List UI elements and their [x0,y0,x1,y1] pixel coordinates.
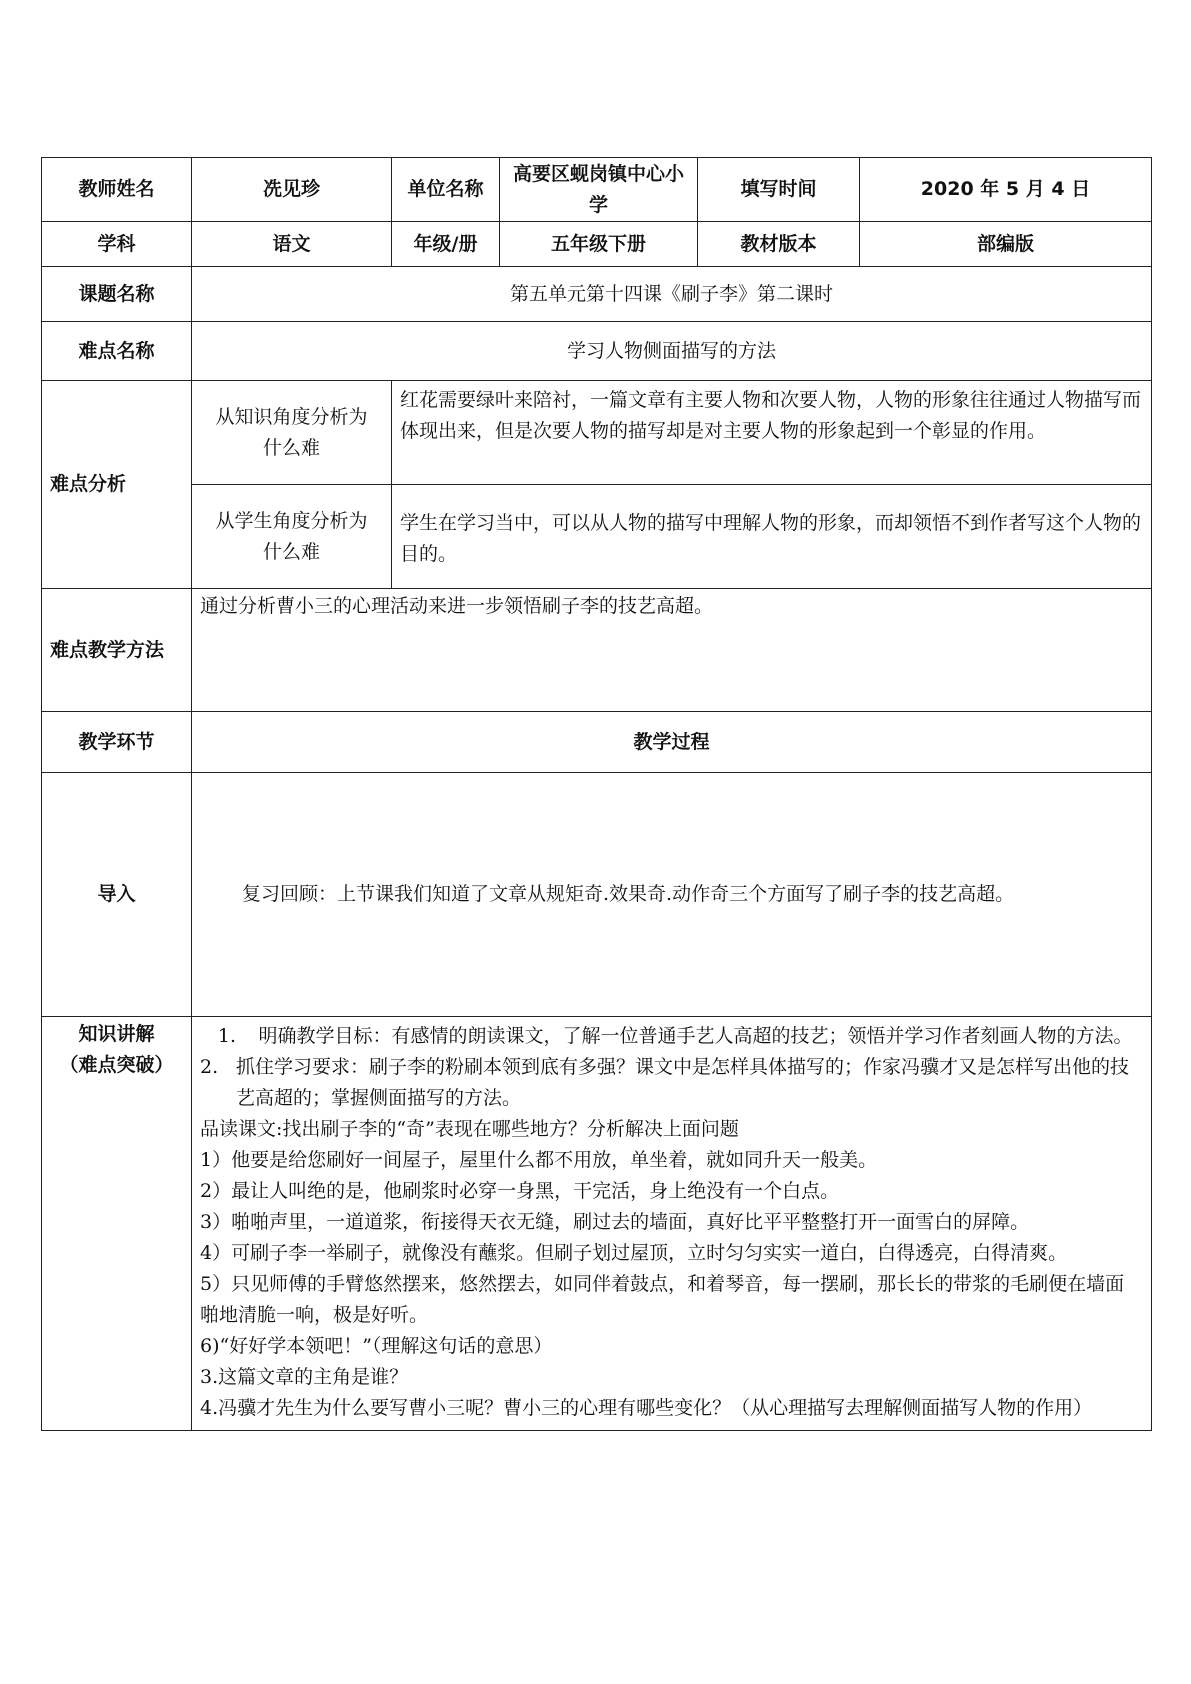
knowledge-angle-label: 从知识角度分析为什么难 [192,381,392,485]
reading-line-6: 6)“好好学本领吧！”（理解这句话的意思） [200,1335,553,1357]
topic-label: 课题名称 [42,267,192,322]
topic-row [42,267,1152,322]
analysis-row-2 [42,485,1152,589]
header-row-2 [42,222,1152,267]
reading-line-1: 1）他要是给您刷好一间屋子，屋里什么都不用放，单坐着，就如同升天一般美。 [200,1149,878,1171]
method-label: 难点教学方法 [42,589,192,712]
difficulty-label: 难点名称 [42,322,192,381]
edition-value: 部编版 [860,222,1152,267]
unit-label: 单位名称 [392,158,500,222]
knowledge-angle-text: 红花需要绿叶来陪衬，一篇文章有主要人物和次要人物，人物的形象往往通过人物描写而体现出来，但是次要人物的描写却是对主要人物的形象起到一个彰显的作用。 [392,381,1152,485]
knowledge-label-line2: （难点突破） [59,1054,174,1076]
requirement-number: 2. [200,1056,219,1078]
stage-label: 教学环节 [42,712,192,773]
topic-value: 第五单元第十四课《刷子李》第二课时 [192,267,1152,322]
requirement-item [200,1052,1143,1114]
header-row-1 [42,158,1152,222]
intro-row [42,773,1152,1017]
goal-text: 明确教学目标：有感情的朗读课文，了解一位普通手艺人高超的技艺；领悟并学习作者刻画人物的方法。 [258,1025,1133,1047]
time-value: 2020 年 5 月 4 日 [860,158,1152,222]
goal-number: 1. [217,1025,236,1047]
grade-label: 年级/册 [392,222,500,267]
reading-line-3: 3）啪啪声里，一道道浆，衔接得天衣无缝，刷过去的墙面，真好比平平整整打开一面雪白的屏障。 [200,1211,1030,1233]
reading-line-4: 4）可刷子李一举刷子，就像没有蘸浆。但刷子划过屋顶，立时匀匀实实一道白，白得透亮，白得清爽。 [200,1242,1068,1264]
analysis-row-1 [42,381,1152,485]
reading-line-0: 品读课文:找出刷子李的“奇”表现在哪些地方？分析解决上面问题 [200,1118,739,1140]
process-header-row [42,712,1152,773]
teacher-label: 教师姓名 [42,158,192,222]
subject-value: 语文 [192,222,392,267]
edition-label: 教材版本 [698,222,860,267]
lesson-plan-table [41,157,1152,1431]
teacher-value: 冼见珍 [192,158,392,222]
student-angle-label: 从学生角度分析为什么难 [192,485,392,589]
knowledge-label [42,1017,192,1431]
reading-line-2: 2）最让人叫绝的是，他刷浆时必穿一身黑，干完活，身上绝没有一个白点。 [200,1180,840,1202]
subject-label: 学科 [42,222,192,267]
reading-line-7: 3.这篇文章的主角是谁？ [200,1366,409,1388]
knowledge-row [42,1017,1152,1431]
difficulty-row [42,322,1152,381]
method-row [42,589,1152,712]
reading-line-5: 5）只见师傅的手臂悠然摆来，悠然摆去，如同伴着鼓点，和着琴音，每一摆刷，那长长的带浆的毛刷便在墙面啪地清脆一响，极是好听。 [200,1273,1125,1326]
student-angle-text: 学生在学习当中，可以从人物的描写中理解人物的形象，而却领悟不到作者写这个人物的目的。 [392,485,1152,589]
requirement-text: 抓住学习要求：刷子李的粉刷本领到底有多强？课文中是怎样具体描写的；作家冯骥才又是怎样写出他的技艺高超的；掌握侧面描写的方法。 [236,1056,1130,1109]
intro-label: 导入 [42,773,192,1017]
goal-item [200,1021,1143,1052]
reading-line-8: 4.冯骥才先生为什么要写曹小三呢？曹小三的心理有哪些变化？（从心理描写去理解侧面描写人物的作用） [200,1397,1093,1419]
method-text: 通过分析曹小三的心理活动来进一步领悟刷子李的技艺高超。 [192,589,1152,712]
time-label: 填写时间 [698,158,860,222]
knowledge-label-line1: 知识讲解 [78,1023,155,1045]
difficulty-value: 学习人物侧面描写的方法 [192,322,1152,381]
knowledge-content [192,1017,1152,1431]
analysis-label: 难点分析 [42,381,192,589]
unit-value: 高要区蚬岗镇中心小学 [500,158,698,222]
intro-text: 复习回顾：上节课我们知道了文章从规矩奇.效果奇.动作奇三个方面写了刷子李的技艺高超。 [192,773,1152,1017]
process-label: 教学过程 [192,712,1152,773]
grade-value: 五年级下册 [500,222,698,267]
